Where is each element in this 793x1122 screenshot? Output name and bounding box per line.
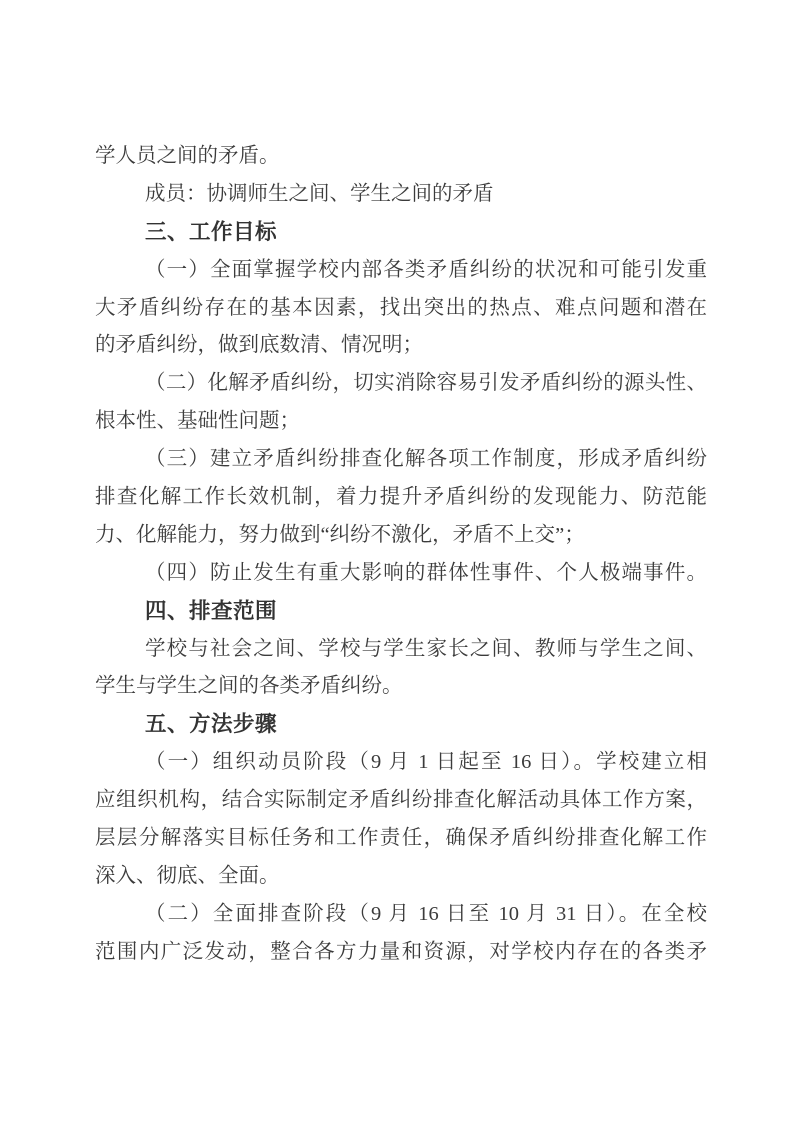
- text-line: 应组织机构，结合实际制定矛盾纠纷排查化解活动具体工作方案，: [95, 789, 707, 812]
- text-line: 层层分解落实目标任务和工作责任，确保矛盾纠纷排查化解工作: [95, 827, 707, 850]
- text-line: （一）组织动员阶段（9 月 1 日起至 16 日）。学校建立相: [145, 751, 707, 774]
- text-line: 排查化解工作长效机制，着力提升矛盾纠纷的发现能力、防范能: [95, 486, 707, 509]
- heading-work-goals: 三、工作目标: [145, 219, 278, 244]
- text-line: 大矛盾纠纷存在的基本因素，找出突出的热点、难点问题和潜在: [95, 296, 707, 319]
- text-line: 范围内广泛发动，整合各方力量和资源，对学校内存在的各类矛: [95, 940, 707, 963]
- text-line: （二）化解矛盾纠纷，切实消除容易引发矛盾纠纷的源头性、: [145, 372, 707, 395]
- heading-method-steps: 五、方法步骤: [145, 712, 278, 737]
- heading-survey-scope: 四、排查范围: [145, 598, 278, 623]
- text-line: 成员：协调师生之间、学生之间的矛盾: [145, 182, 494, 205]
- text-line: （二）全面排查阶段（9 月 16 日至 10 月 31 日）。在全校: [145, 902, 707, 925]
- text-line: 学校与社会之间、学校与学生家长之间、教师与学生之间、: [145, 637, 707, 660]
- text-line: （一）全面掌握学校内部各类矛盾纠纷的状况和可能引发重: [145, 258, 707, 281]
- document-text-block: [95, 138, 707, 972]
- text-line: 学人员之间的矛盾。: [95, 145, 280, 167]
- text-line: （四）防止发生有重大影响的群体性事件、个人极端事件。: [145, 561, 707, 584]
- text-line: （三）建立矛盾纠纷排查化解各项工作制度，形成矛盾纠纷: [145, 448, 707, 471]
- text-line: 的矛盾纠纷，做到底数清、情况明；: [95, 334, 423, 357]
- text-line: 深入、彻底、全面。: [95, 864, 280, 887]
- text-line: 力、化解能力，努力做到“纠纷不激化，矛盾不上交”；: [95, 523, 585, 546]
- text-line: 学生与学生之间的各类矛盾纠纷。: [95, 675, 403, 698]
- text-line: 根本性、基础性问题；: [95, 410, 300, 433]
